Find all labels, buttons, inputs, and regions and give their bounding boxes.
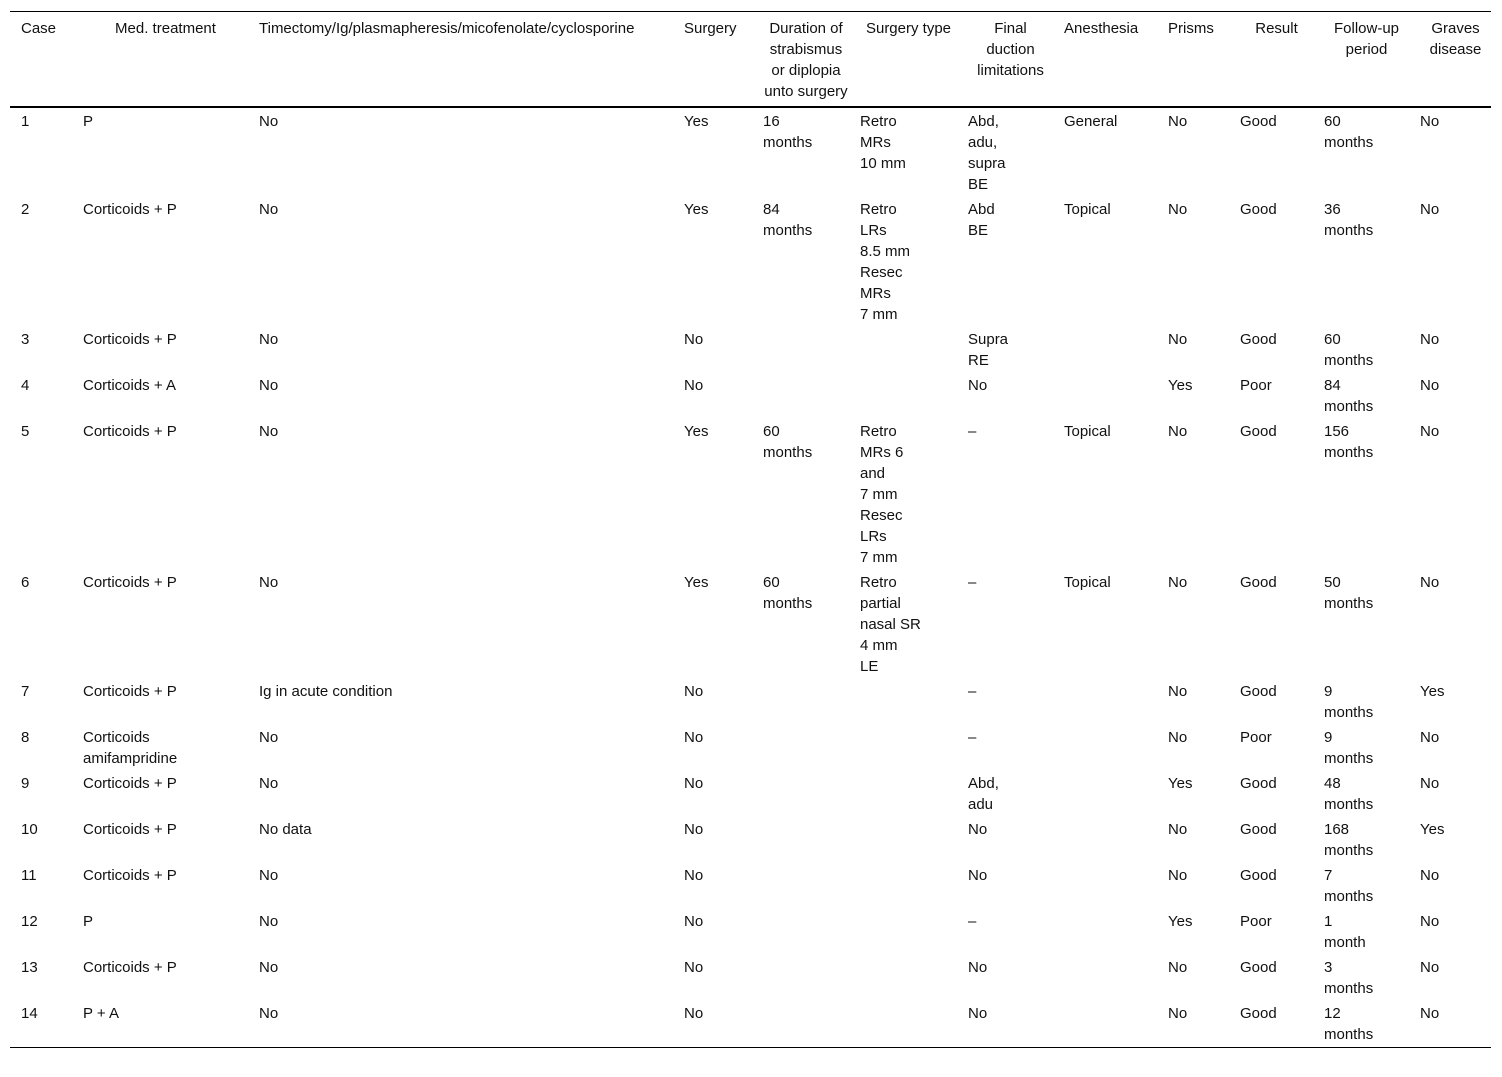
surgery-cell: No — [684, 867, 704, 884]
table-row — [10, 955, 1491, 1001]
duration-cell — [752, 955, 849, 1001]
timectomy-cell: No — [259, 331, 279, 348]
graves-cell: No — [1420, 959, 1440, 976]
surgery-type-cell — [849, 1001, 957, 1048]
anesthesia-cell: General — [1064, 113, 1118, 130]
anesthesia-cell — [1053, 327, 1157, 373]
follow-up-cell: 60 months — [1324, 113, 1374, 151]
case-cell: 7 — [21, 683, 30, 700]
table-row — [10, 909, 1491, 955]
follow-up-cell: 84 months — [1324, 377, 1374, 415]
case-cell: 13 — [21, 959, 38, 976]
header-graves: Graves disease — [1429, 20, 1482, 58]
result-cell: Good — [1240, 775, 1277, 792]
final-duction-cell: – — [968, 423, 977, 440]
anesthesia-cell — [1053, 725, 1157, 771]
surgery-cell: No — [684, 775, 704, 792]
med-treatment-cell: Corticoids + P — [83, 201, 177, 218]
table-body — [10, 107, 1491, 1048]
prisms-cell: No — [1168, 683, 1188, 700]
surgery-cell: No — [684, 1005, 704, 1022]
follow-up-cell: 168 months — [1324, 821, 1374, 859]
table-row — [10, 327, 1491, 373]
graves-cell: Yes — [1420, 683, 1445, 700]
result-cell: Poor — [1240, 913, 1272, 930]
table-row — [10, 679, 1491, 725]
anesthesia-cell — [1053, 863, 1157, 909]
final-duction-cell: No — [968, 867, 988, 884]
table-row — [10, 197, 1491, 327]
graves-cell: No — [1420, 423, 1440, 440]
case-cell: 14 — [21, 1005, 38, 1022]
surgery-cell: No — [684, 331, 704, 348]
final-duction-cell: – — [968, 683, 977, 700]
follow-up-cell: 7 months — [1324, 867, 1374, 905]
header-case: Case — [21, 20, 57, 37]
med-treatment-cell: Corticoids + P — [83, 331, 177, 348]
follow-up-cell: 9 months — [1324, 683, 1374, 721]
anesthesia-cell: Topical — [1064, 574, 1111, 591]
header-follow-up: Follow-up period — [1333, 20, 1400, 58]
prisms-cell: No — [1168, 574, 1188, 591]
anesthesia-cell — [1053, 955, 1157, 1001]
surgery-cell: Yes — [684, 113, 709, 130]
table-row — [10, 817, 1491, 863]
final-duction-cell: – — [968, 729, 977, 746]
result-cell: Good — [1240, 423, 1277, 440]
duration-cell: 60 months — [763, 574, 813, 612]
prisms-cell: No — [1168, 729, 1188, 746]
med-treatment-cell: Corticoids + A — [83, 377, 176, 394]
case-cell: 2 — [21, 201, 30, 218]
duration-cell — [752, 1001, 849, 1048]
graves-cell: No — [1420, 377, 1440, 394]
graves-cell: No — [1420, 331, 1440, 348]
timectomy-cell: No — [259, 867, 279, 884]
duration-cell: 60 months — [763, 423, 813, 461]
case-table — [10, 11, 1491, 1048]
header-surgery: Surgery — [684, 20, 737, 37]
table-row — [10, 1001, 1491, 1048]
med-treatment-cell: Corticoids + P — [83, 574, 177, 591]
result-cell: Good — [1240, 113, 1277, 130]
prisms-cell: No — [1168, 867, 1188, 884]
case-cell: 8 — [21, 729, 30, 746]
final-duction-cell: Abd BE — [968, 201, 995, 239]
surgery-type-cell — [849, 817, 957, 863]
surgery-type-cell — [849, 909, 957, 955]
final-duction-cell: – — [968, 913, 977, 930]
follow-up-cell: 36 months — [1324, 201, 1374, 239]
timectomy-cell: No — [259, 201, 279, 218]
follow-up-cell: 9 months — [1324, 729, 1374, 767]
surgery-type-cell — [849, 679, 957, 725]
surgery-cell: Yes — [684, 574, 709, 591]
timectomy-cell: No — [259, 775, 279, 792]
header-row — [10, 12, 1491, 108]
surgery-type-cell — [849, 725, 957, 771]
anesthesia-cell — [1053, 1001, 1157, 1048]
med-treatment-cell: Corticoids + P — [83, 959, 177, 976]
surgery-cell: Yes — [684, 423, 709, 440]
duration-cell: 84 months — [763, 201, 813, 239]
surgery-cell: No — [684, 683, 704, 700]
surgery-type-cell — [849, 863, 957, 909]
surgery-type-cell — [849, 771, 957, 817]
surgery-cell: No — [684, 959, 704, 976]
graves-cell: No — [1420, 913, 1440, 930]
timectomy-cell: No — [259, 1005, 279, 1022]
final-duction-cell: Abd, adu, supra BE — [968, 113, 1006, 193]
timectomy-cell: No — [259, 913, 279, 930]
table-row — [10, 771, 1491, 817]
timectomy-cell: No — [259, 377, 279, 394]
surgery-type-cell: Retro LRs 8.5 mm Resec MRs 7 mm — [860, 201, 911, 323]
med-treatment-cell: P + A — [83, 1005, 120, 1022]
follow-up-cell: 156 months — [1324, 423, 1374, 461]
duration-cell — [752, 771, 849, 817]
final-duction-cell: Abd, adu — [968, 775, 999, 813]
timectomy-cell: No data — [259, 821, 312, 838]
header-surgery-type: Surgery type — [865, 20, 952, 37]
result-cell: Good — [1240, 331, 1277, 348]
graves-cell: Yes — [1420, 821, 1445, 838]
surgery-cell: No — [684, 913, 704, 930]
duration-cell: 16 months — [763, 113, 813, 151]
timectomy-cell: Ig in acute condition — [259, 683, 393, 700]
surgery-type-cell — [849, 327, 957, 373]
prisms-cell: No — [1168, 959, 1188, 976]
timectomy-cell: No — [259, 423, 279, 440]
prisms-cell: No — [1168, 331, 1188, 348]
header-result: Result — [1255, 20, 1298, 37]
surgery-type-cell: Retro partial nasal SR 4 mm LE — [860, 574, 921, 675]
case-cell: 12 — [21, 913, 38, 930]
case-cell: 3 — [21, 331, 30, 348]
surgery-type-cell: Retro MRs 10 mm — [860, 113, 906, 172]
case-cell: 4 — [21, 377, 30, 394]
surgery-type-cell: Retro MRs 6 and 7 mm Resec LRs 7 mm — [860, 423, 904, 566]
prisms-cell: No — [1168, 201, 1188, 218]
result-cell: Poor — [1240, 377, 1272, 394]
graves-cell: No — [1420, 574, 1440, 591]
result-cell: Good — [1240, 959, 1277, 976]
follow-up-cell: 3 months — [1324, 959, 1374, 997]
med-treatment-cell: Corticoids + P — [83, 423, 177, 440]
follow-up-cell: 1 month — [1324, 913, 1366, 951]
duration-cell — [752, 327, 849, 373]
table-row — [10, 373, 1491, 419]
result-cell: Good — [1240, 574, 1277, 591]
duration-cell — [752, 679, 849, 725]
header-timectomy: Timectomy/Ig/plasmapheresis/micofenolate/cyclosporine — [259, 20, 635, 37]
surgery-type-cell — [849, 373, 957, 419]
anesthesia-cell — [1053, 771, 1157, 817]
case-cell: 5 — [21, 423, 30, 440]
prisms-cell: No — [1168, 1005, 1188, 1022]
timectomy-cell: No — [259, 574, 279, 591]
case-cell: 9 — [21, 775, 30, 792]
prisms-cell: Yes — [1168, 775, 1193, 792]
header-anesthesia: Anesthesia — [1064, 20, 1139, 37]
final-duction-cell: – — [968, 574, 977, 591]
case-cell: 6 — [21, 574, 30, 591]
header-final-duction: Final duction limitations — [977, 20, 1044, 79]
graves-cell: No — [1420, 1005, 1440, 1022]
graves-cell: No — [1420, 867, 1440, 884]
duration-cell — [752, 373, 849, 419]
graves-cell: No — [1420, 201, 1440, 218]
header-duration: Duration of strabismus or diplopia unto surgery — [764, 20, 848, 100]
med-treatment-cell: Corticoids amifampridine — [83, 729, 178, 767]
final-duction-cell: No — [968, 1005, 988, 1022]
duration-cell — [752, 909, 849, 955]
prisms-cell: No — [1168, 821, 1188, 838]
result-cell: Good — [1240, 821, 1277, 838]
med-treatment-cell: P — [83, 113, 94, 130]
result-cell: Good — [1240, 1005, 1277, 1022]
surgery-cell: No — [684, 821, 704, 838]
prisms-cell: No — [1168, 113, 1188, 130]
case-cell: 11 — [21, 867, 37, 884]
med-treatment-cell: Corticoids + P — [83, 821, 177, 838]
graves-cell: No — [1420, 775, 1440, 792]
surgery-type-cell — [849, 955, 957, 1001]
table-row — [10, 725, 1491, 771]
duration-cell — [752, 817, 849, 863]
anesthesia-cell — [1053, 817, 1157, 863]
med-treatment-cell: Corticoids + P — [83, 867, 177, 884]
timectomy-cell: No — [259, 959, 279, 976]
header-prisms: Prisms — [1168, 20, 1214, 37]
prisms-cell: No — [1168, 423, 1188, 440]
table-container — [10, 11, 1491, 1048]
follow-up-cell: 50 months — [1324, 574, 1374, 612]
case-cell: 1 — [21, 113, 30, 130]
table-row — [10, 419, 1491, 570]
final-duction-cell: No — [968, 821, 988, 838]
prisms-cell: Yes — [1168, 913, 1193, 930]
duration-cell — [752, 725, 849, 771]
surgery-cell: Yes — [684, 201, 709, 218]
follow-up-cell: 60 months — [1324, 331, 1374, 369]
result-cell: Good — [1240, 683, 1277, 700]
final-duction-cell: No — [968, 377, 988, 394]
final-duction-cell: Supra RE — [968, 331, 1009, 369]
final-duction-cell: No — [968, 959, 988, 976]
case-cell: 10 — [21, 821, 38, 838]
table-row — [10, 107, 1491, 197]
anesthesia-cell — [1053, 679, 1157, 725]
follow-up-cell: 48 months — [1324, 775, 1374, 813]
table-row — [10, 863, 1491, 909]
timectomy-cell: No — [259, 729, 279, 746]
header-med-treatment: Med. treatment — [115, 20, 216, 37]
result-cell: Good — [1240, 201, 1277, 218]
graves-cell: No — [1420, 729, 1440, 746]
surgery-cell: No — [684, 729, 704, 746]
result-cell: Poor — [1240, 729, 1272, 746]
duration-cell — [752, 863, 849, 909]
surgery-cell: No — [684, 377, 704, 394]
anesthesia-cell — [1053, 909, 1157, 955]
graves-cell: No — [1420, 113, 1440, 130]
timectomy-cell: No — [259, 113, 279, 130]
anesthesia-cell: Topical — [1064, 423, 1111, 440]
med-treatment-cell: Corticoids + P — [83, 775, 177, 792]
med-treatment-cell: P — [83, 913, 94, 930]
med-treatment-cell: Corticoids + P — [83, 683, 177, 700]
prisms-cell: Yes — [1168, 377, 1193, 394]
result-cell: Good — [1240, 867, 1277, 884]
follow-up-cell: 12 months — [1324, 1005, 1374, 1043]
anesthesia-cell: Topical — [1064, 201, 1111, 218]
anesthesia-cell — [1053, 373, 1157, 419]
table-row — [10, 570, 1491, 679]
